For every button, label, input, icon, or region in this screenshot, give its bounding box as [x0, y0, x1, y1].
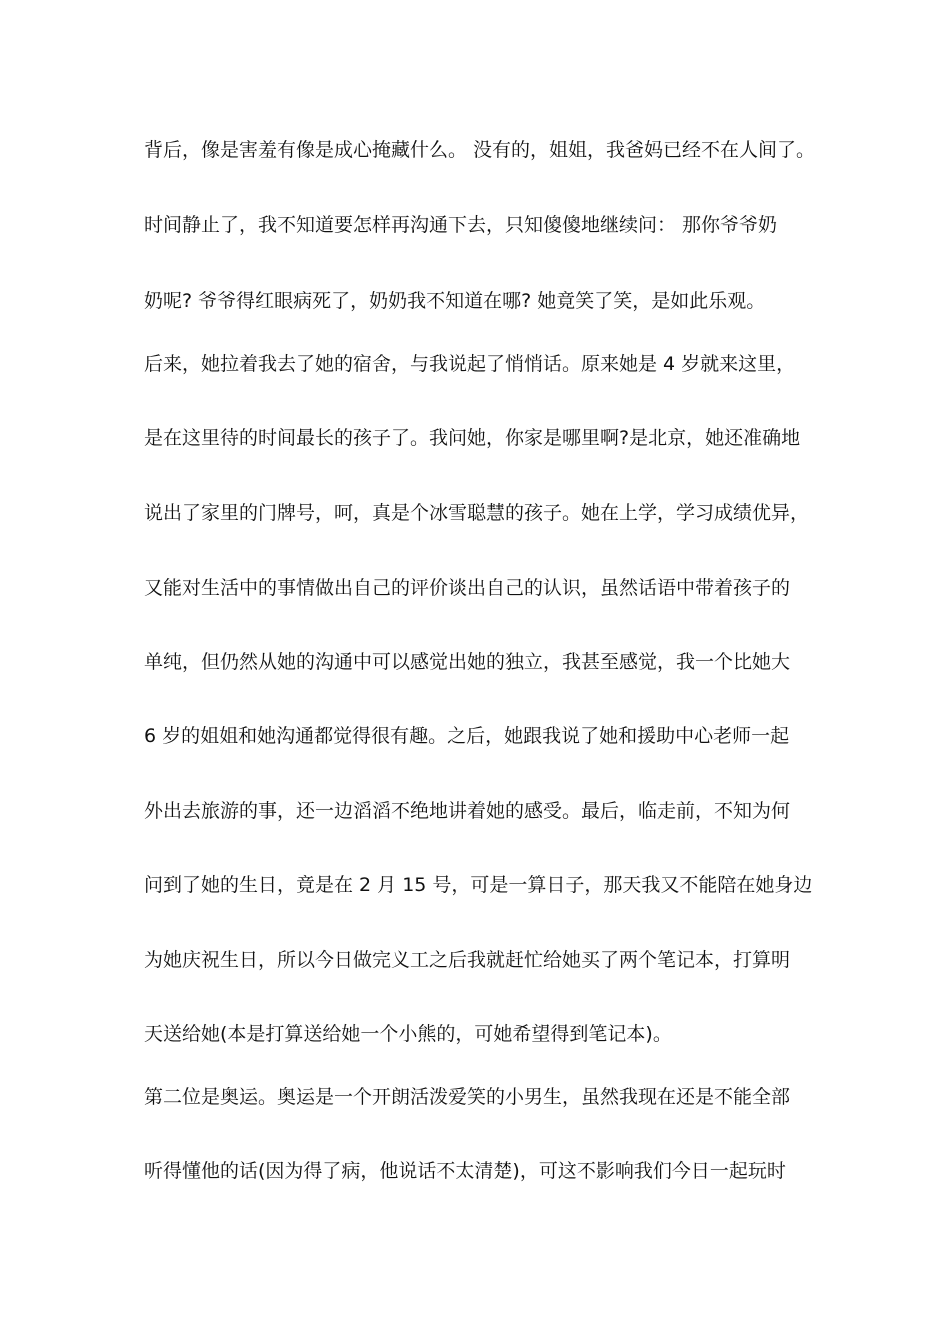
text-line: 6 岁的姐姐和她沟通都觉得很有趣。之后，她跟我说了她和援助中心老师一起	[144, 725, 790, 747]
text-line: 外出去旅游的事，还一边滔滔不绝地讲着她的感受。最后，临走前，不知为何	[144, 800, 791, 822]
text-line: 又能对生活中的事情做出自己的评价谈出自己的认识，虽然话语中带着孩子的	[144, 577, 791, 599]
text-line: 说出了家里的门牌号，呵，真是个冰雪聪慧的孩子。她在上学，学习成绩优异，	[144, 502, 810, 524]
text-line: 为她庆祝生日，所以今日做完义工之后我就赶忙给她买了两个笔记本，打算明	[144, 949, 791, 971]
text-line: 奶呢? 爷爷得红眼病死了，奶奶我不知道在哪? 她竟笑了笑，是如此乐观。	[144, 290, 766, 312]
text-line: 时间静止了，我不知道要怎样再沟通下去，只知傻傻地继续问： 那你爷爷奶	[144, 214, 778, 236]
text-line: 背后，像是害羞有像是成心掩藏什么。 没有的，姐姐，我爸妈已经不在人间了。	[144, 139, 816, 161]
text-line: 听得懂他的话(因为得了病，他说话不太清楚)，可这不影响我们今日一起玩时	[144, 1160, 786, 1182]
text-line: 问到了她的生日，竟是在 2 月 15 号，可是一算日子，那天我又不能陪在她身边	[144, 874, 813, 896]
text-line: 是在这里待的时间最长的孩子了。我问她，你家是哪里啊?是北京，她还准确地	[144, 427, 801, 449]
text-line: 单纯，但仍然从她的沟通中可以感觉出她的独立，我甚至感觉，我一个比她大	[144, 651, 791, 673]
text-line: 后来，她拉着我去了她的宿舍，与我说起了悄悄话。原来她是 4 岁就来这里，	[144, 353, 796, 375]
text-line: 第二位是奥运。奥运是一个开朗活泼爱笑的小男生，虽然我现在还是不能全部	[144, 1086, 791, 1108]
text-line: 天送给她(本是打算送给她一个小熊的，可她希望得到笔记本)。	[144, 1023, 672, 1045]
